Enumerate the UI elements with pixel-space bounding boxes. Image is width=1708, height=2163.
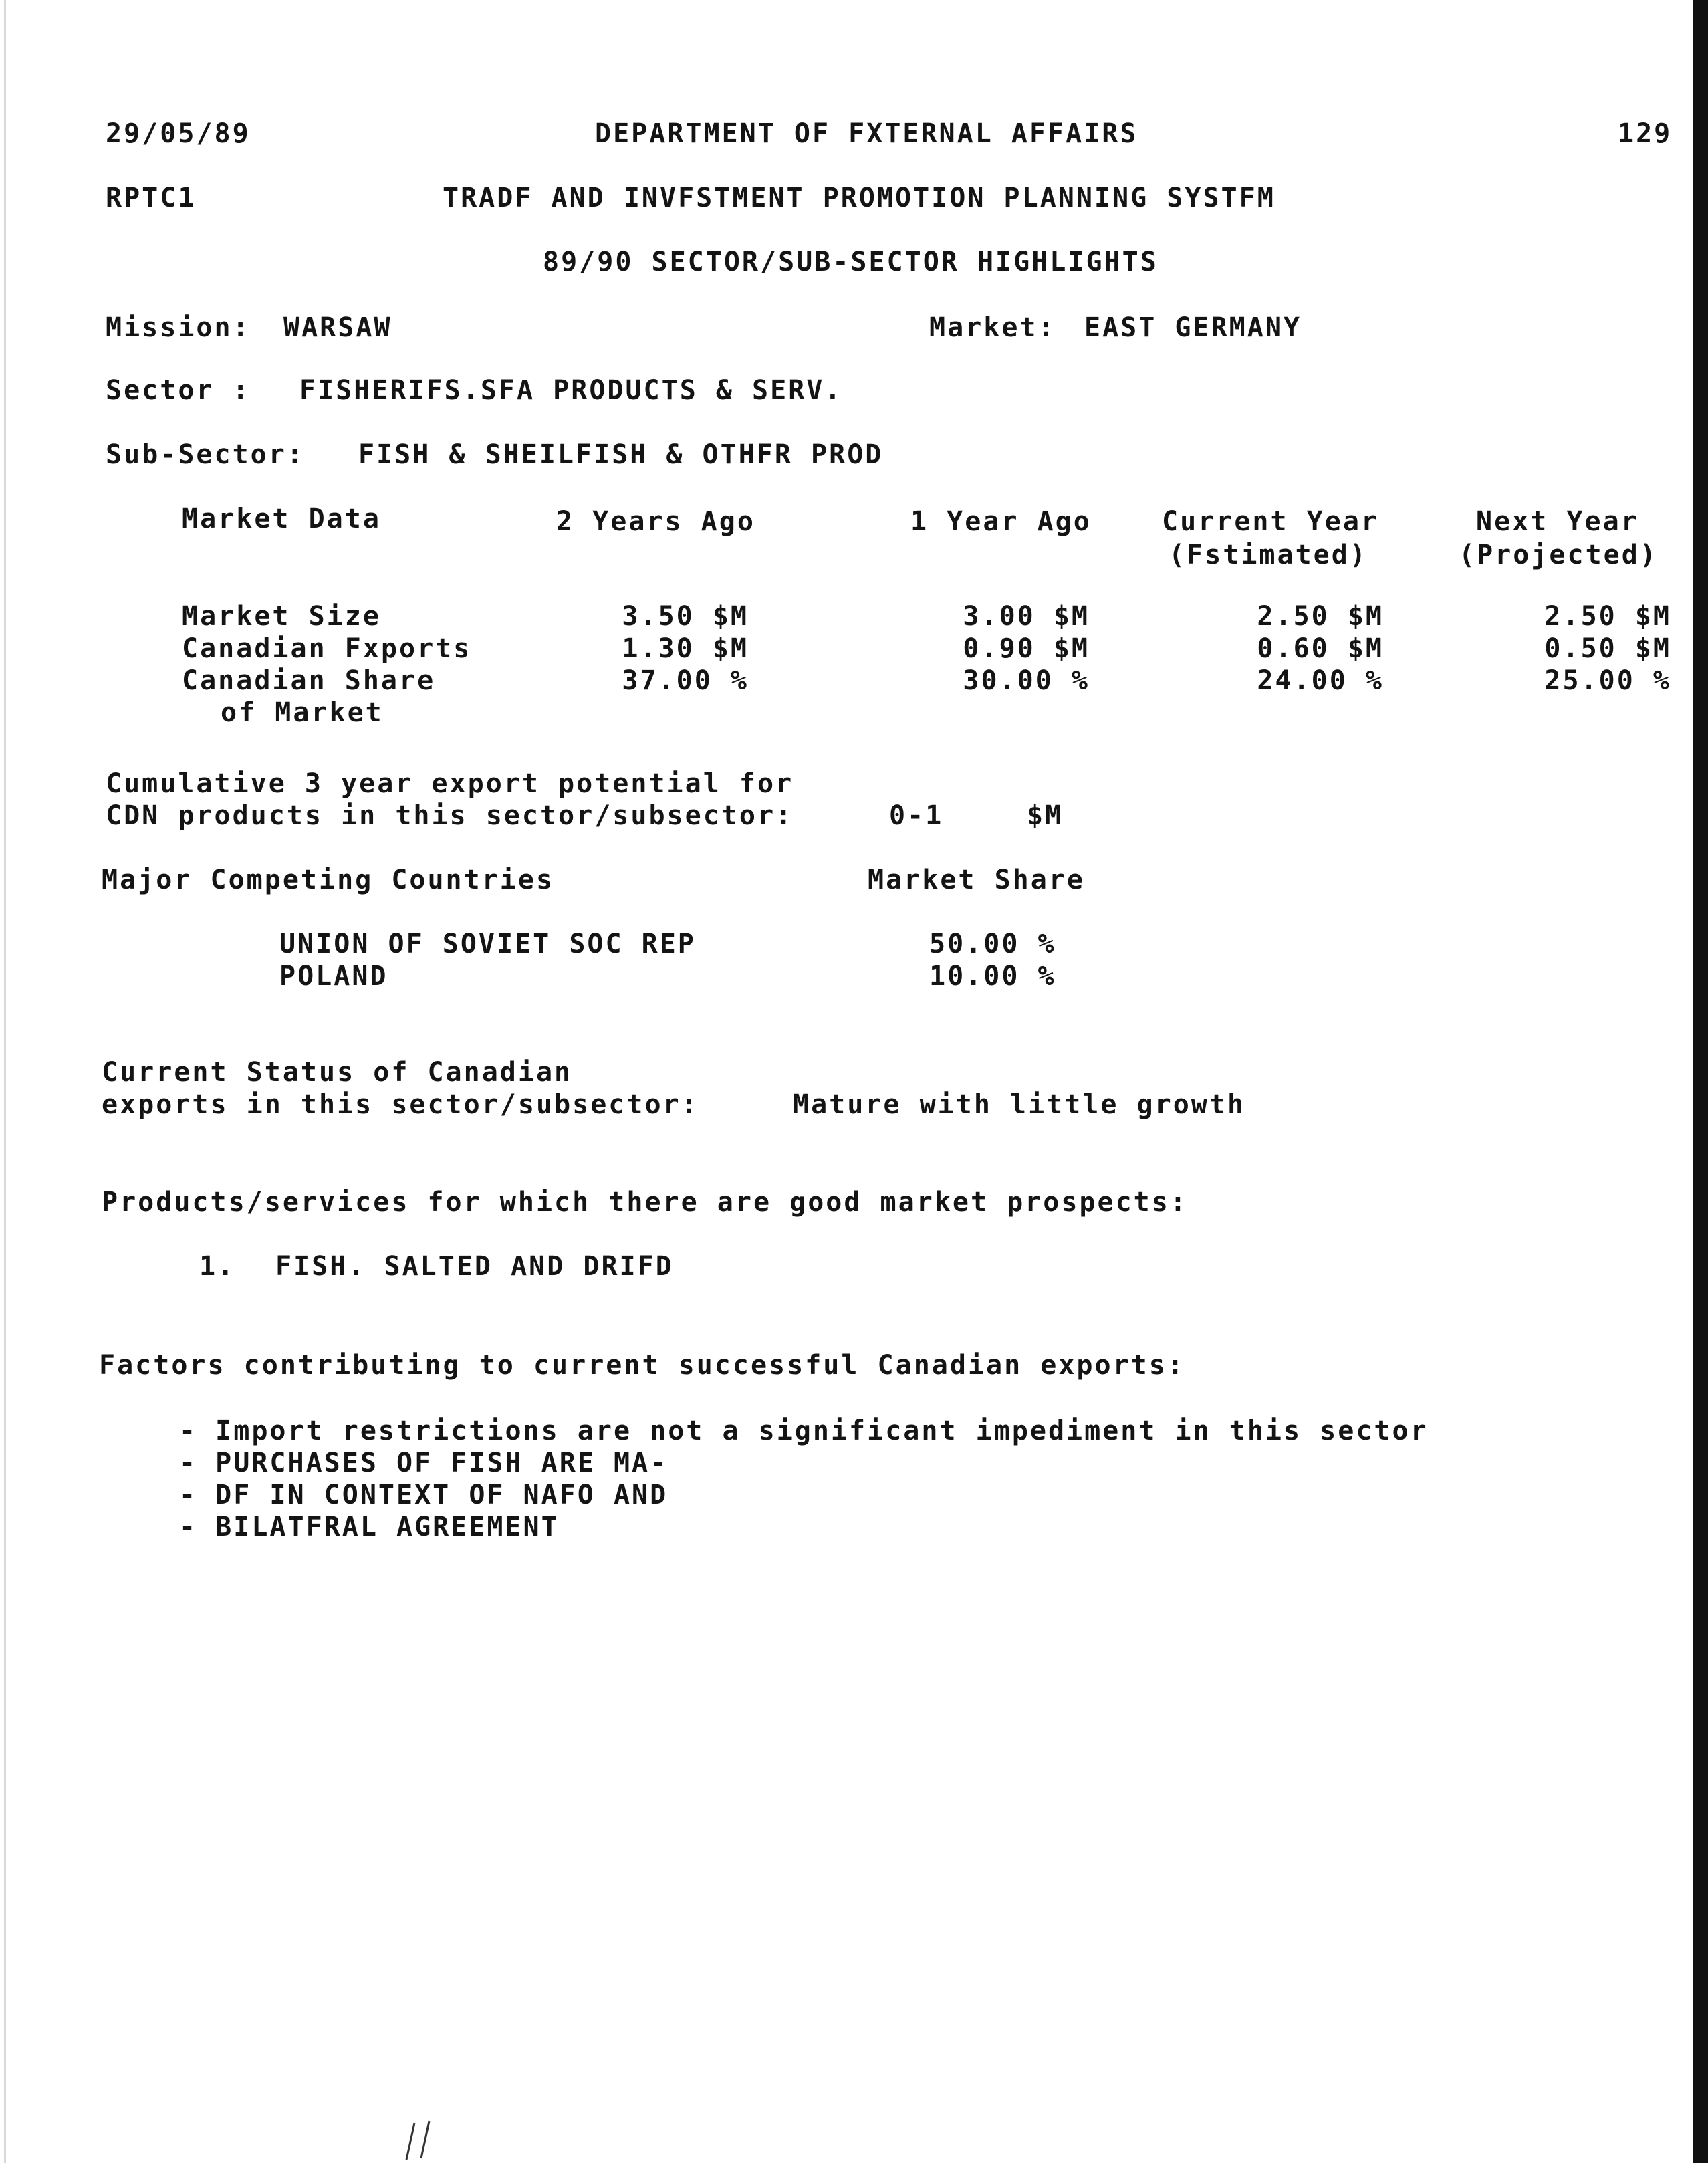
competitors-header: Major Competing Countries [102, 865, 555, 895]
value-current-year: 24.00 % [1257, 665, 1384, 696]
value-2-years-ago: 1.30 $M [622, 633, 749, 664]
competitor-share: 10.00 % [929, 961, 1056, 992]
potential-line-2: CDN products in this sector/subsector: [106, 800, 794, 831]
potential-unit: $M [1027, 800, 1064, 831]
product-number: 1. [199, 1251, 236, 1282]
row-label: Canadian Fxports [182, 633, 472, 664]
value-current-year: 0.60 $M [1257, 633, 1384, 664]
value-1-year-ago: 0.90 $M [963, 633, 1090, 664]
value-next-year: 25.00 % [1544, 665, 1671, 696]
system-title: TRADF AND INVFSTMENT PROMOTION PLANNING SYSTFM [443, 183, 1275, 213]
status-line-2-label: exports in this sector/subsector: [102, 1089, 699, 1120]
table-header-next-year: Next Year [1476, 506, 1639, 537]
table-header-market-data: Market Data [182, 503, 381, 534]
competitor-country: UNION OF SOVIET SOC REP [279, 929, 696, 959]
subsector-label: Sub-Sector: [106, 439, 305, 470]
table-header-estimated: (Fstimated) [1169, 540, 1368, 570]
report-code: RPTC1 [106, 183, 197, 213]
mission-label: Mission: [106, 312, 251, 343]
department-title: DEPARTMENT OF FXTERNAL AFFAIRS [595, 118, 1138, 149]
market-share-header: Market Share [868, 865, 1085, 895]
factor-item: - Import restrictions are not a significant impediment in this sector [179, 1415, 1429, 1446]
page-number: 129 [1618, 118, 1673, 149]
scan-right-border [1693, 0, 1708, 2163]
value-next-year: 2.50 $M [1544, 601, 1671, 632]
status-value: Mature with little growth [793, 1089, 1246, 1120]
value-2-years-ago: 37.00 % [622, 665, 749, 696]
value-current-year: 2.50 $M [1257, 601, 1384, 632]
factor-item: - PURCHASES OF FISH ARE MA- [179, 1448, 668, 1478]
potential-value: 0-1 [889, 800, 944, 831]
competitor-share: 50.00 % [929, 929, 1056, 959]
factor-item: - DF IN CONTEXT OF NAFO AND [179, 1480, 668, 1510]
table-header-current-year: Current Year [1162, 506, 1379, 537]
product-text: FISH. SALTED AND DRIFD [275, 1251, 674, 1282]
scan-left-edge [4, 0, 6, 2163]
market-value: EAST GERMANY [1084, 312, 1302, 343]
value-2-years-ago: 3.50 $M [622, 601, 749, 632]
factors-heading: Factors contributing to current successful Canadian exports: [99, 1350, 1185, 1381]
value-1-year-ago: 30.00 % [963, 665, 1090, 696]
products-heading: Products/services for which there are good market prospects: [102, 1187, 1188, 1218]
value-1-year-ago: 3.00 $M [963, 601, 1090, 632]
row-label: Canadian Share [182, 665, 436, 696]
report-date: 29/05/89 [106, 118, 251, 149]
market-label: Market: [929, 312, 1056, 343]
factor-item: - BILATFRAL AGREEMENT [179, 1512, 560, 1543]
pen-mark [401, 2120, 455, 2163]
sector-value: FISHERIFS.SFA PRODUCTS & SERV. [299, 375, 843, 406]
subsector-value: FISH & SHEILFISH & OTHFR PROD [358, 439, 884, 470]
table-header-1-year-ago: 1 Year Ago [910, 506, 1092, 537]
sector-label: Sector : [106, 375, 251, 406]
competitor-country: POLAND [279, 961, 388, 992]
report-title: 89/90 SECTOR/SUB-SECTOR HIGHLIGHTS [543, 247, 1158, 277]
table-header-2-years-ago: 2 Years Ago [556, 506, 755, 537]
row-label: Market Size [182, 601, 381, 632]
mission-value: WARSAW [283, 312, 392, 343]
table-header-projected: (Projected) [1459, 540, 1658, 570]
value-next-year: 0.50 $M [1544, 633, 1671, 664]
row-label-continued: of Market [221, 697, 384, 728]
status-line-1: Current Status of Canadian [102, 1057, 573, 1088]
potential-line-1: Cumulative 3 year export potential for [106, 768, 794, 799]
